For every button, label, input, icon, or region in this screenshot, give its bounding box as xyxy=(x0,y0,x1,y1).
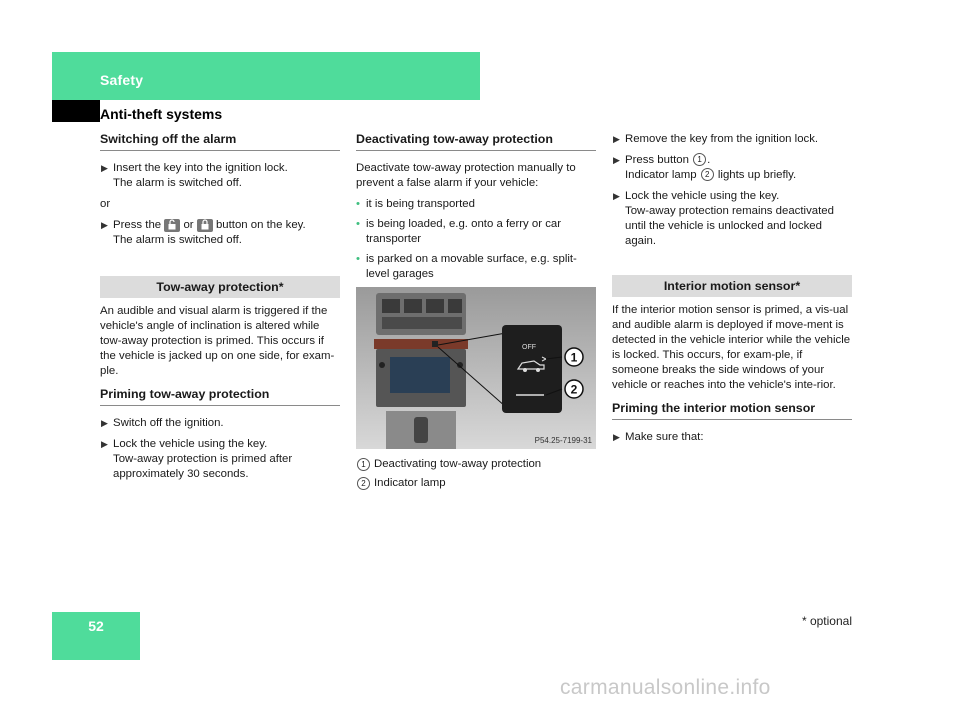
arrow-step-icon: ▶ xyxy=(613,134,620,144)
caption-1: 1 Deactivating tow-away protection xyxy=(356,457,596,472)
arrow-step-icon: ▶ xyxy=(101,163,108,173)
step-lock-vehicle: ▶ Lock the vehicle using the key. Tow-away protection is primed after approximately 30 seconds. xyxy=(101,438,293,480)
arrow-step-icon: ▶ xyxy=(101,220,108,230)
step-switch-off-ignition: ▶ Switch off the ignition. xyxy=(101,417,224,429)
or-text: or xyxy=(100,198,111,210)
step-press-button: ▶ Press button 1 . Indicator lamp 2 lights up briefly. xyxy=(613,154,797,181)
step-lock-vehicle-deactivated: ▶ Lock the vehicle using the key. Tow-away protection remains deactivated until the vehicle is unlocked and locked again. xyxy=(613,190,834,247)
bullet-item: • it is being transported xyxy=(356,198,475,210)
arrow-step-icon: ▶ xyxy=(613,155,620,165)
interior-motion-sensor-bar: Interior motion sensor* xyxy=(612,275,852,297)
figure-code: P54.25-7199-31 xyxy=(534,436,592,445)
step-press-key-button: ▶ Press the or button on the key. The alarm is switched off. xyxy=(101,219,306,246)
svg-text:1: 1 xyxy=(570,350,578,365)
switching-off-heading: Switching off the alarm xyxy=(100,132,340,151)
dashboard-photo xyxy=(356,287,596,449)
column-right xyxy=(612,132,852,451)
bullet-item: • is parked on a movable surface, e.g. split-level garages xyxy=(356,253,577,280)
page-number: 52 xyxy=(88,618,104,634)
bullet-item: • is being loaded, e.g. onto a ferry or car transporter xyxy=(356,218,562,245)
arrow-step-icon: ▶ xyxy=(613,191,620,201)
section-label: Safety xyxy=(100,72,144,88)
off-label: OFF xyxy=(522,344,536,351)
arrow-step-icon: ▶ xyxy=(101,439,108,449)
step-remove-key: ▶ Remove the key from the ignition lock. xyxy=(613,133,819,145)
step-make-sure: ▶ Make sure that: xyxy=(613,431,704,443)
priming-tow-away-heading: Priming tow-away protection xyxy=(100,387,340,406)
deactivate-intro: Deactivate tow-away protection manually to prevent a false alarm if your vehicle: xyxy=(356,162,576,189)
interior-sensor-description: If the interior motion sensor is primed, a vis-ual and audible alarm is deployed if move-ment is detected in the vehicle interior while the vehicle is locked. This occurs, for exam-ple, if someone breaks the side windows of your vehicle or reaches into the vehicle's inte-rior. xyxy=(612,304,851,391)
tow-away-description: An audible and visual alarm is triggered if the vehicle's angle of inclination is altered while tow-away protection is primed. This occurs if the vehicle is jacked up on one side, for exam-ple. xyxy=(100,305,335,377)
page-title: Anti-theft systems xyxy=(100,106,223,122)
header-marker xyxy=(52,100,100,122)
center-console-illustration xyxy=(356,287,596,449)
column-middle xyxy=(356,132,596,495)
arrow-step-icon: ▶ xyxy=(613,432,620,442)
arrow-step-icon: ▶ xyxy=(101,418,108,428)
svg-text:2: 2 xyxy=(570,382,578,397)
watermark: carmanualsonline.info xyxy=(560,676,771,699)
step-insert-key: ▶ Insert the key into the ignition lock. The alarm is switched off. xyxy=(101,162,288,189)
unlock-key-icon xyxy=(164,219,180,232)
deactivating-tow-away-heading: Deactivating tow-away protection xyxy=(356,132,596,151)
column-left xyxy=(100,132,340,488)
lock-key-icon xyxy=(197,219,213,232)
tow-away-protection-bar: Tow-away protection* xyxy=(100,276,340,298)
priming-interior-sensor-heading: Priming the interior motion sensor xyxy=(612,401,852,420)
caption-2: 2 Indicator lamp xyxy=(356,476,596,491)
footnote: * optional xyxy=(801,614,852,628)
